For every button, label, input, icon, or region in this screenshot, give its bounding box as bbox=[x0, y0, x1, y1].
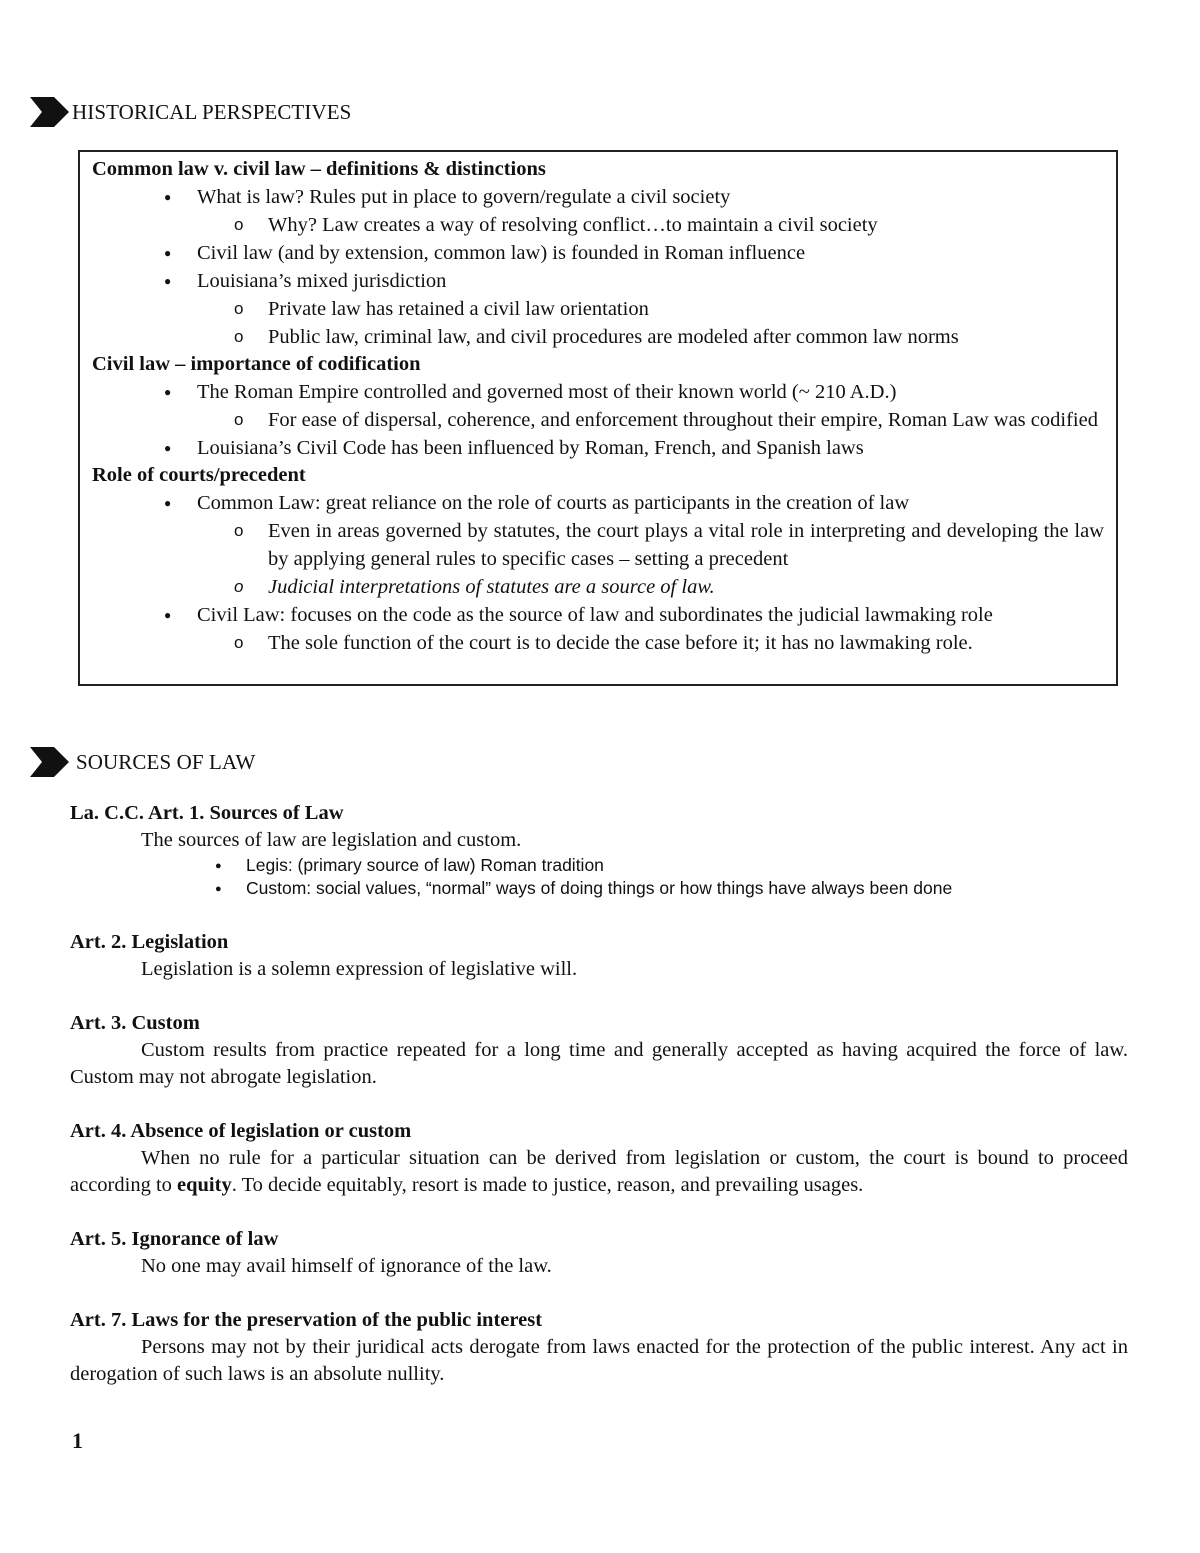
sub-bullet-item bbox=[92, 211, 1106, 239]
circle-bullet-icon: o bbox=[234, 633, 244, 652]
article-body: Legislation is a solemn expression of legislative will. bbox=[141, 958, 578, 980]
article-title: La. C.C. Art. 1. Sources of Law bbox=[70, 802, 344, 824]
arrow-bullet-icon bbox=[30, 746, 70, 778]
sub-bullet-item bbox=[92, 406, 1106, 434]
sub-bullet-item bbox=[92, 517, 1106, 573]
article-body: The sources of law are legislation and custom. bbox=[141, 829, 522, 851]
articles-content bbox=[70, 800, 1128, 1388]
article-title: Art. 7. Laws for the preservation of the public interest bbox=[70, 1309, 543, 1331]
sub-bullet-item bbox=[92, 323, 1106, 351]
section-title: HISTORICAL PERSPECTIVES bbox=[72, 99, 352, 124]
bullet-item: ● What is law? Rules put in place to govern/regulate a civil society bbox=[92, 183, 1106, 211]
article-title: Art. 3. Custom bbox=[70, 1012, 200, 1034]
circle-bullet-icon: o bbox=[234, 215, 244, 234]
list-item: ● Custom: social values, “normal” ways of doing things or how things have always been done bbox=[210, 877, 1128, 900]
article-bullet-list bbox=[70, 854, 1128, 900]
article-title: Art. 5. Ignorance of law bbox=[70, 1228, 279, 1250]
section-title: SOURCES OF LAW bbox=[76, 749, 256, 774]
bullet-item: ● Civil Law: focuses on the code as the source of law and subordinates the judicial lawmaking role bbox=[92, 601, 1106, 629]
historical-outline-box bbox=[78, 150, 1118, 686]
article-emphasis: equity bbox=[177, 1174, 232, 1196]
outline-heading: Role of courts/precedent bbox=[92, 464, 306, 486]
sub-bullet-text: Even in areas governed by statutes, the court plays a vital role in interpreting and developing the law by applying general rules to specific cases – setting a precedent bbox=[268, 520, 1104, 570]
sub-bullet-text: Judicial interpretations of statutes are a source of law. bbox=[268, 576, 715, 598]
circle-bullet-icon: o bbox=[234, 410, 244, 429]
sub-bullet-text: Private law has retained a civil law orientation bbox=[268, 298, 649, 320]
sub-bullet-text: Why? Law creates a way of resolving conflict…to maintain a civil society bbox=[268, 214, 878, 236]
arrow-bullet-icon bbox=[30, 96, 70, 128]
outline-heading: Civil law – importance of codification bbox=[92, 353, 421, 375]
list-item: ● Legis: (primary source of law) Roman tradition bbox=[210, 854, 1128, 877]
article-title: Art. 4. Absence of legislation or custom bbox=[70, 1120, 412, 1142]
page-number: 1 bbox=[72, 1428, 83, 1453]
article-body bbox=[70, 1145, 1128, 1199]
bullet-item: ● The Roman Empire controlled and governed most of their known world (~ 210 A.D.) bbox=[92, 378, 1106, 406]
sub-bullet-item bbox=[92, 295, 1106, 323]
article-text: . To decide equitably, resort is made to justice, reason, and prevailing usages. bbox=[231, 1174, 864, 1196]
bullet-item: ● Common Law: great reliance on the role of courts as participants in the creation of law bbox=[92, 489, 1106, 517]
outline-heading: Common law v. civil law – definitions & distinctions bbox=[92, 158, 546, 180]
sub-bullet-text: Public law, criminal law, and civil procedures are modeled after common law norms bbox=[268, 326, 959, 348]
article-text: When no rule for a particular situation can be derived from legislation or custom, the court is bound to proceed according to bbox=[70, 1147, 1128, 1196]
article-body: Persons may not by their juridical acts derogate from laws enacted for the protection of the public interest. Any act in derogation of such laws is an absolute nullity. bbox=[70, 1336, 1128, 1385]
bullet-item: ● Louisiana’s mixed jurisdiction bbox=[92, 267, 1106, 295]
circle-bullet-icon: o bbox=[234, 577, 244, 596]
sub-bullet-text: For ease of dispersal, coherence, and enforcement throughout their empire, Roman Law was codified bbox=[268, 409, 1098, 431]
article-body: No one may avail himself of ignorance of the law. bbox=[141, 1255, 552, 1277]
article-title: Art. 2. Legislation bbox=[70, 931, 229, 953]
sub-bullet-item bbox=[92, 573, 1106, 601]
bullet-item: ● Louisiana’s Civil Code has been influenced by Roman, French, and Spanish laws bbox=[92, 434, 1106, 462]
circle-bullet-icon: o bbox=[234, 521, 244, 540]
section-header-sources bbox=[30, 745, 255, 779]
bullet-item: ● Civil law (and by extension, common law) is founded in Roman influence bbox=[92, 239, 1106, 267]
sub-bullet-text: The sole function of the court is to decide the case before it; it has no lawmaking role. bbox=[268, 632, 973, 654]
section-header-historical bbox=[30, 95, 351, 129]
article-body: Custom results from practice repeated for a long time and generally accepted as having acquired the force of law. Custom may not abrogate legislation. bbox=[70, 1039, 1128, 1088]
circle-bullet-icon: o bbox=[234, 299, 244, 318]
sub-bullet-item bbox=[92, 629, 1106, 657]
circle-bullet-icon: o bbox=[234, 327, 244, 346]
